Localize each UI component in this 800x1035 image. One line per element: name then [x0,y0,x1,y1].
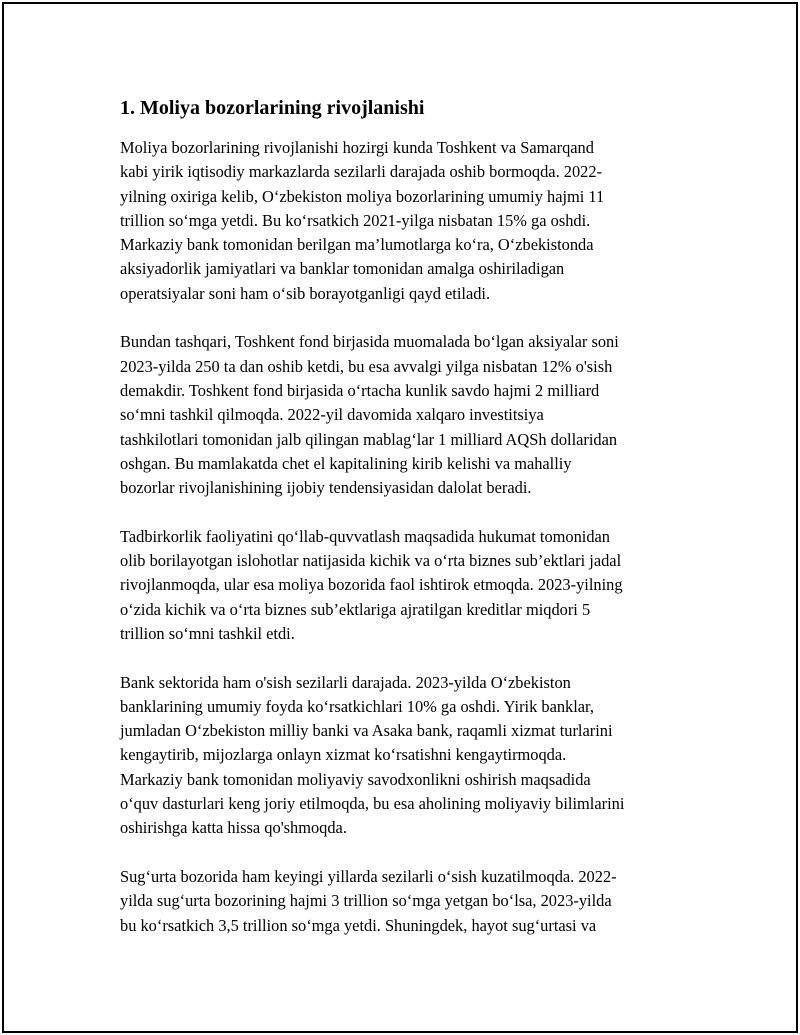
paragraph-line: Markaziy bank tomonidan berilgan ma’lumotlarga ko‘ra, O‘zbekistonda [120,235,594,255]
paragraph-line: 2023-yilda 250 ta dan oshib ketdi, bu esa avvalgi yilga nisbatan 12% o'sish [120,356,613,376]
paragraph-1 [120,136,700,306]
paragraph-line: banklarining umumiy foyda ko‘rsatkichlari 10% ga oshdi. Yirik banklar, [120,696,594,716]
paragraph-line: trillion so‘mga yetdi. Bu ko‘rsatkich 2021-yilga nisbatan 15% ga oshdi. [120,210,591,230]
paragraph-line: bozorlar rivojlanishining ijobiy tendensiyasidan dalolat beradi. [120,478,532,498]
paragraph-2 [120,330,700,500]
paragraph-line: o‘zida kichik va o‘rta biznes sub’ektlariga ajratilgan kreditlar miqdori 5 [120,599,591,619]
paragraph-line: olib borilayotgan islohotlar natijasida kichik va o‘rta biznes sub’ektlari jadal [120,551,622,571]
paragraph-line: oshirishga katta hissa qo'shmoqda. [120,818,347,838]
document-page [2,2,798,1033]
section-title: 1. Moliya bozorlarining rivojlanishi [120,97,425,119]
paragraph-line: Moliya bozorlarining rivojlanishi hozirgi kunda Toshkent va Samarqand [120,138,594,157]
paragraph-line: so‘mni tashkil qilmoqda. 2022-yil davomida xalqaro investitsiya [120,405,544,425]
paragraph-line: demakdir. Toshkent fond birjasida o‘rtacha kunlik savdo hajmi 2 milliard [120,380,600,400]
paragraph-line: yilning oxiriga kelib, O‘zbekiston moliya bozorlarining umumiy hajmi 11 [120,186,605,206]
paragraph-line: rivojlanmoqda, ular esa moliya bozorida faol ishtirok etmoqda. 2023-yilning [120,575,623,595]
paragraph-5 [120,865,700,938]
paragraph-line: kabi yirik iqtisodiy markazlarda sezilarli darajada oshib bormoqda. 2022- [120,162,603,182]
document-body [120,94,700,962]
paragraph-line: bu ko‘rsatkich 3,5 trillion so‘mga yetdi. Shuningdek, hayot sug‘urtasi va [120,915,597,935]
paragraph-line: o‘quv dasturlari keng joriy etilmoqda, bu esa aholining moliyaviy bilimlarini [120,794,625,814]
paragraph-line: Markaziy bank tomonidan moliyaviy savodxonlikni oshirish maqsadida [120,769,591,789]
paragraph-3 [120,525,700,646]
paragraph-line: operatsiyalar soni ham o‘sib borayotganligi qayd etiladi. [120,283,491,303]
paragraph-line: trillion so‘mni tashkil etdi. [120,623,295,643]
paragraph-line: kengaytirib, mijozlarga onlayn xizmat ko‘rsatishni kengaytirmoqda. [120,745,567,765]
paragraph-4 [120,671,700,841]
paragraph-line: Tadbirkorlik faoliyatini qo‘llab-quvvatlash maqsadida hukumat tomonidan [120,526,611,546]
paragraph-line: yilda sug‘urta bozorining hajmi 3 trillion so‘mga yetgan bo‘lsa, 2023-yilda [120,891,612,911]
paragraph-line: aksiyadorlik jamiyatlari va banklar tomonidan amalga oshiriladigan [120,259,565,279]
paragraph-line: Bundan tashqari, Toshkent fond birjasida muomalada bo‘lgan aksiyalar soni [120,332,619,352]
paragraph-line: oshgan. Bu mamlakatda chet el kapitalining kirib kelishi va mahalliy [120,453,572,473]
paragraph-line: Bank sektorida ham o'sish sezilarli darajada. 2023-yilda O‘zbekiston [120,672,571,692]
paragraph-line: jumladan O‘zbekiston milliy banki va Asaka bank, raqamli xizmat turlarini [120,721,613,741]
paragraph-line: Sug‘urta bozorida ham keyingi yillarda sezilarli o‘sish kuzatilmoqda. 2022- [120,866,617,886]
paragraph-line: tashkilotlari tomonidan jalb qilingan mablag‘lar 1 milliard AQSh dollaridan [120,429,618,449]
